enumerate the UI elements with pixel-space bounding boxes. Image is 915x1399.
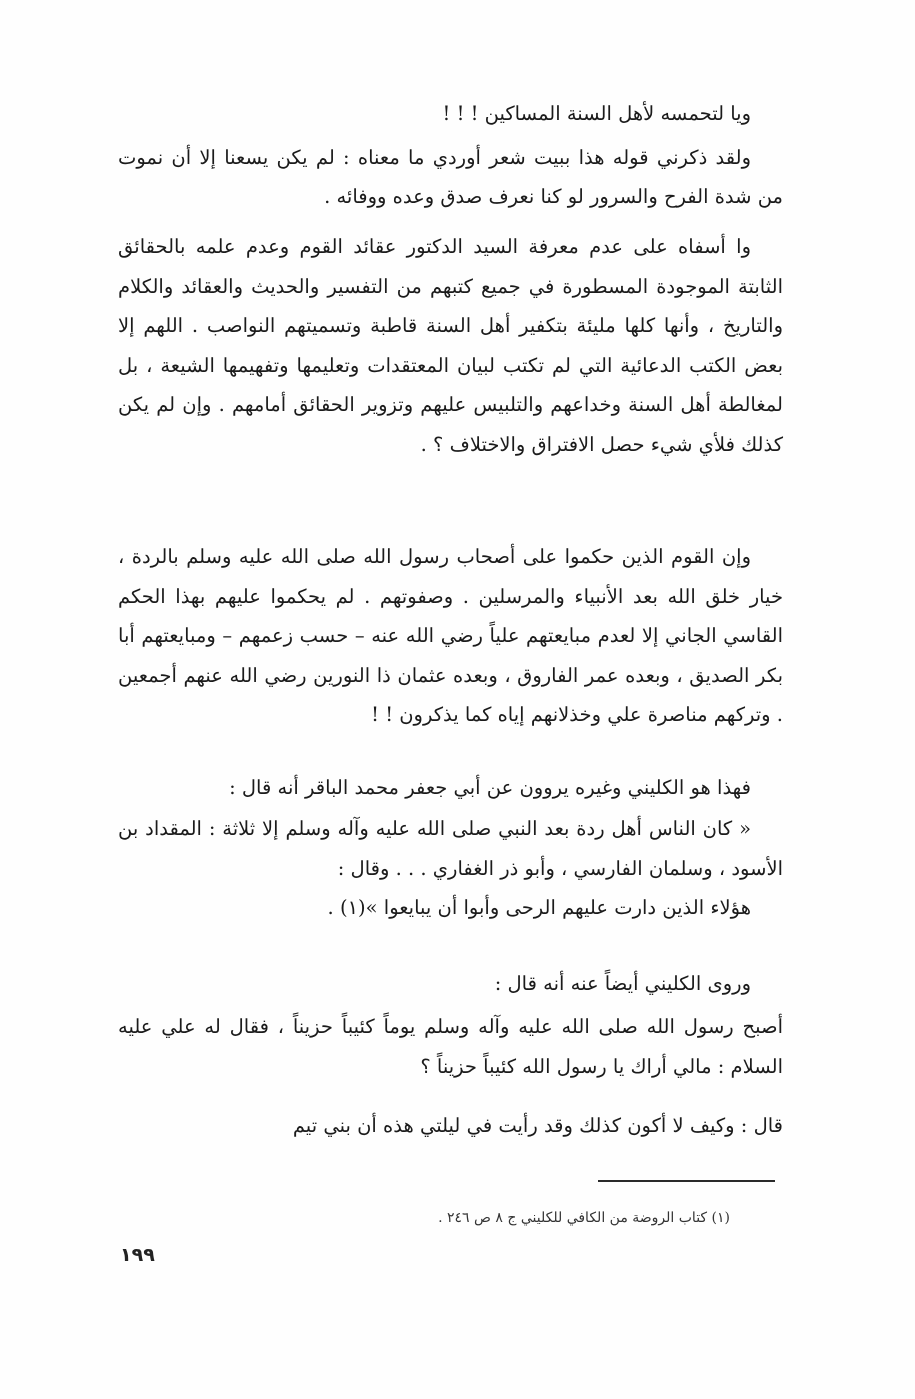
paragraph-4-text: فهذا هو الكليني وغيره يروون عن أبي جعفر محمد الباقر أنه قال : — [229, 776, 751, 799]
paragraph-6 — [118, 964, 783, 1004]
page-number: ١٩٩ — [120, 1244, 155, 1266]
quote-3-text: قال : وكيف لا أكون كذلك وقد رأيت في ليلتي هذه أن بني تيم — [292, 1114, 783, 1137]
paragraph-1-line-2: ولقد ذكرني قوله هذا ببيت شعر أوردي ما معناه : لم يكن يسعنا إلا أن نموت من شدة الفرح والسرور لو كنا نعرف صدق وعده ووفائه . — [118, 145, 783, 208]
paragraph-2 — [118, 227, 783, 464]
quote-1-line-2: هؤلاء الذين دارت عليهم الرحى وأبوا أن يبايعوا »(١) . — [327, 896, 751, 919]
paragraph-2-text: وا أسفاه على عدم معرفة السيد الدكتور عقائد القوم وعدم علمه بالحقائق الثابتة الموجودة المسطورة في جميع كتبهم من التفسير والحديث والعقائد والكلام والتاريخ ، وأنها كلها مليئة بتكفير أهل السنة قاطبة وتسميتهم النواصب . اللهم إلا بعض الكتب الدعائية التي لم تكتب لبيان المعتقدات وتعليمها وتفهيمها الشيعة ، بل لمغالطة أهل السنة وخداعهم والتلبيس عليهم وتزوير الحقائق أمامهم . وإن لم يكن كذلك فلأي شيء حصل الافتراق والاختلاف ؟ . — [118, 235, 783, 456]
footnote-divider — [598, 1180, 775, 1182]
quote-2 — [118, 1007, 783, 1086]
quote-2-text: أصبح رسول الله صلى الله عليه وآله وسلم يوماً كئيباً حزيناً ، فقال له علي عليه السلام : مالي أراك يا رسول الله كئيباً حزيناً ؟ — [118, 1015, 783, 1078]
paragraph-1 — [118, 94, 783, 217]
quote-1 — [118, 809, 783, 928]
paragraph-4 — [118, 768, 783, 808]
paragraph-1-line-1: ويا لتحمسه لأهل السنة المساكين ! ! ! — [442, 102, 751, 125]
quote-3 — [118, 1106, 783, 1146]
quote-1-line-1: « كان الناس أهل ردة بعد النبي صلى الله عليه وآله وسلم إلا ثلاثة : المقداد بن الأسود ، وسلمان الفارسي ، وأبو ذر الغفاري . . . وقال : — [118, 817, 783, 880]
footnote: (١) كتاب الروضة من الكافي للكليني ج ٨ ص ٢٤٦ . — [438, 1210, 730, 1226]
paragraph-3 — [118, 537, 783, 735]
paragraph-6-text: وروى الكليني أيضاً عنه أنه قال : — [494, 972, 751, 995]
paragraph-3-text: وإن القوم الذين حكموا على أصحاب رسول الله صلى الله عليه وسلم بالردة ، خيار خلق الله بعد الأنبياء والمرسلين . وصفوتهم . لم يحكموا عليهم بهذا الحكم القاسي الجاني إلا لعدم مبايعتهم علياً رضي الله عنه – حسب زعمهم – ومبايعتهم أبا بكر الصديق ، وبعده عمر الفاروق ، وبعده عثمان ذا النورين رضي الله عنهم أجمعين . وتركهم مناصرة علي وخذلانهم إياه كما يذكرون ! ! — [118, 545, 783, 726]
